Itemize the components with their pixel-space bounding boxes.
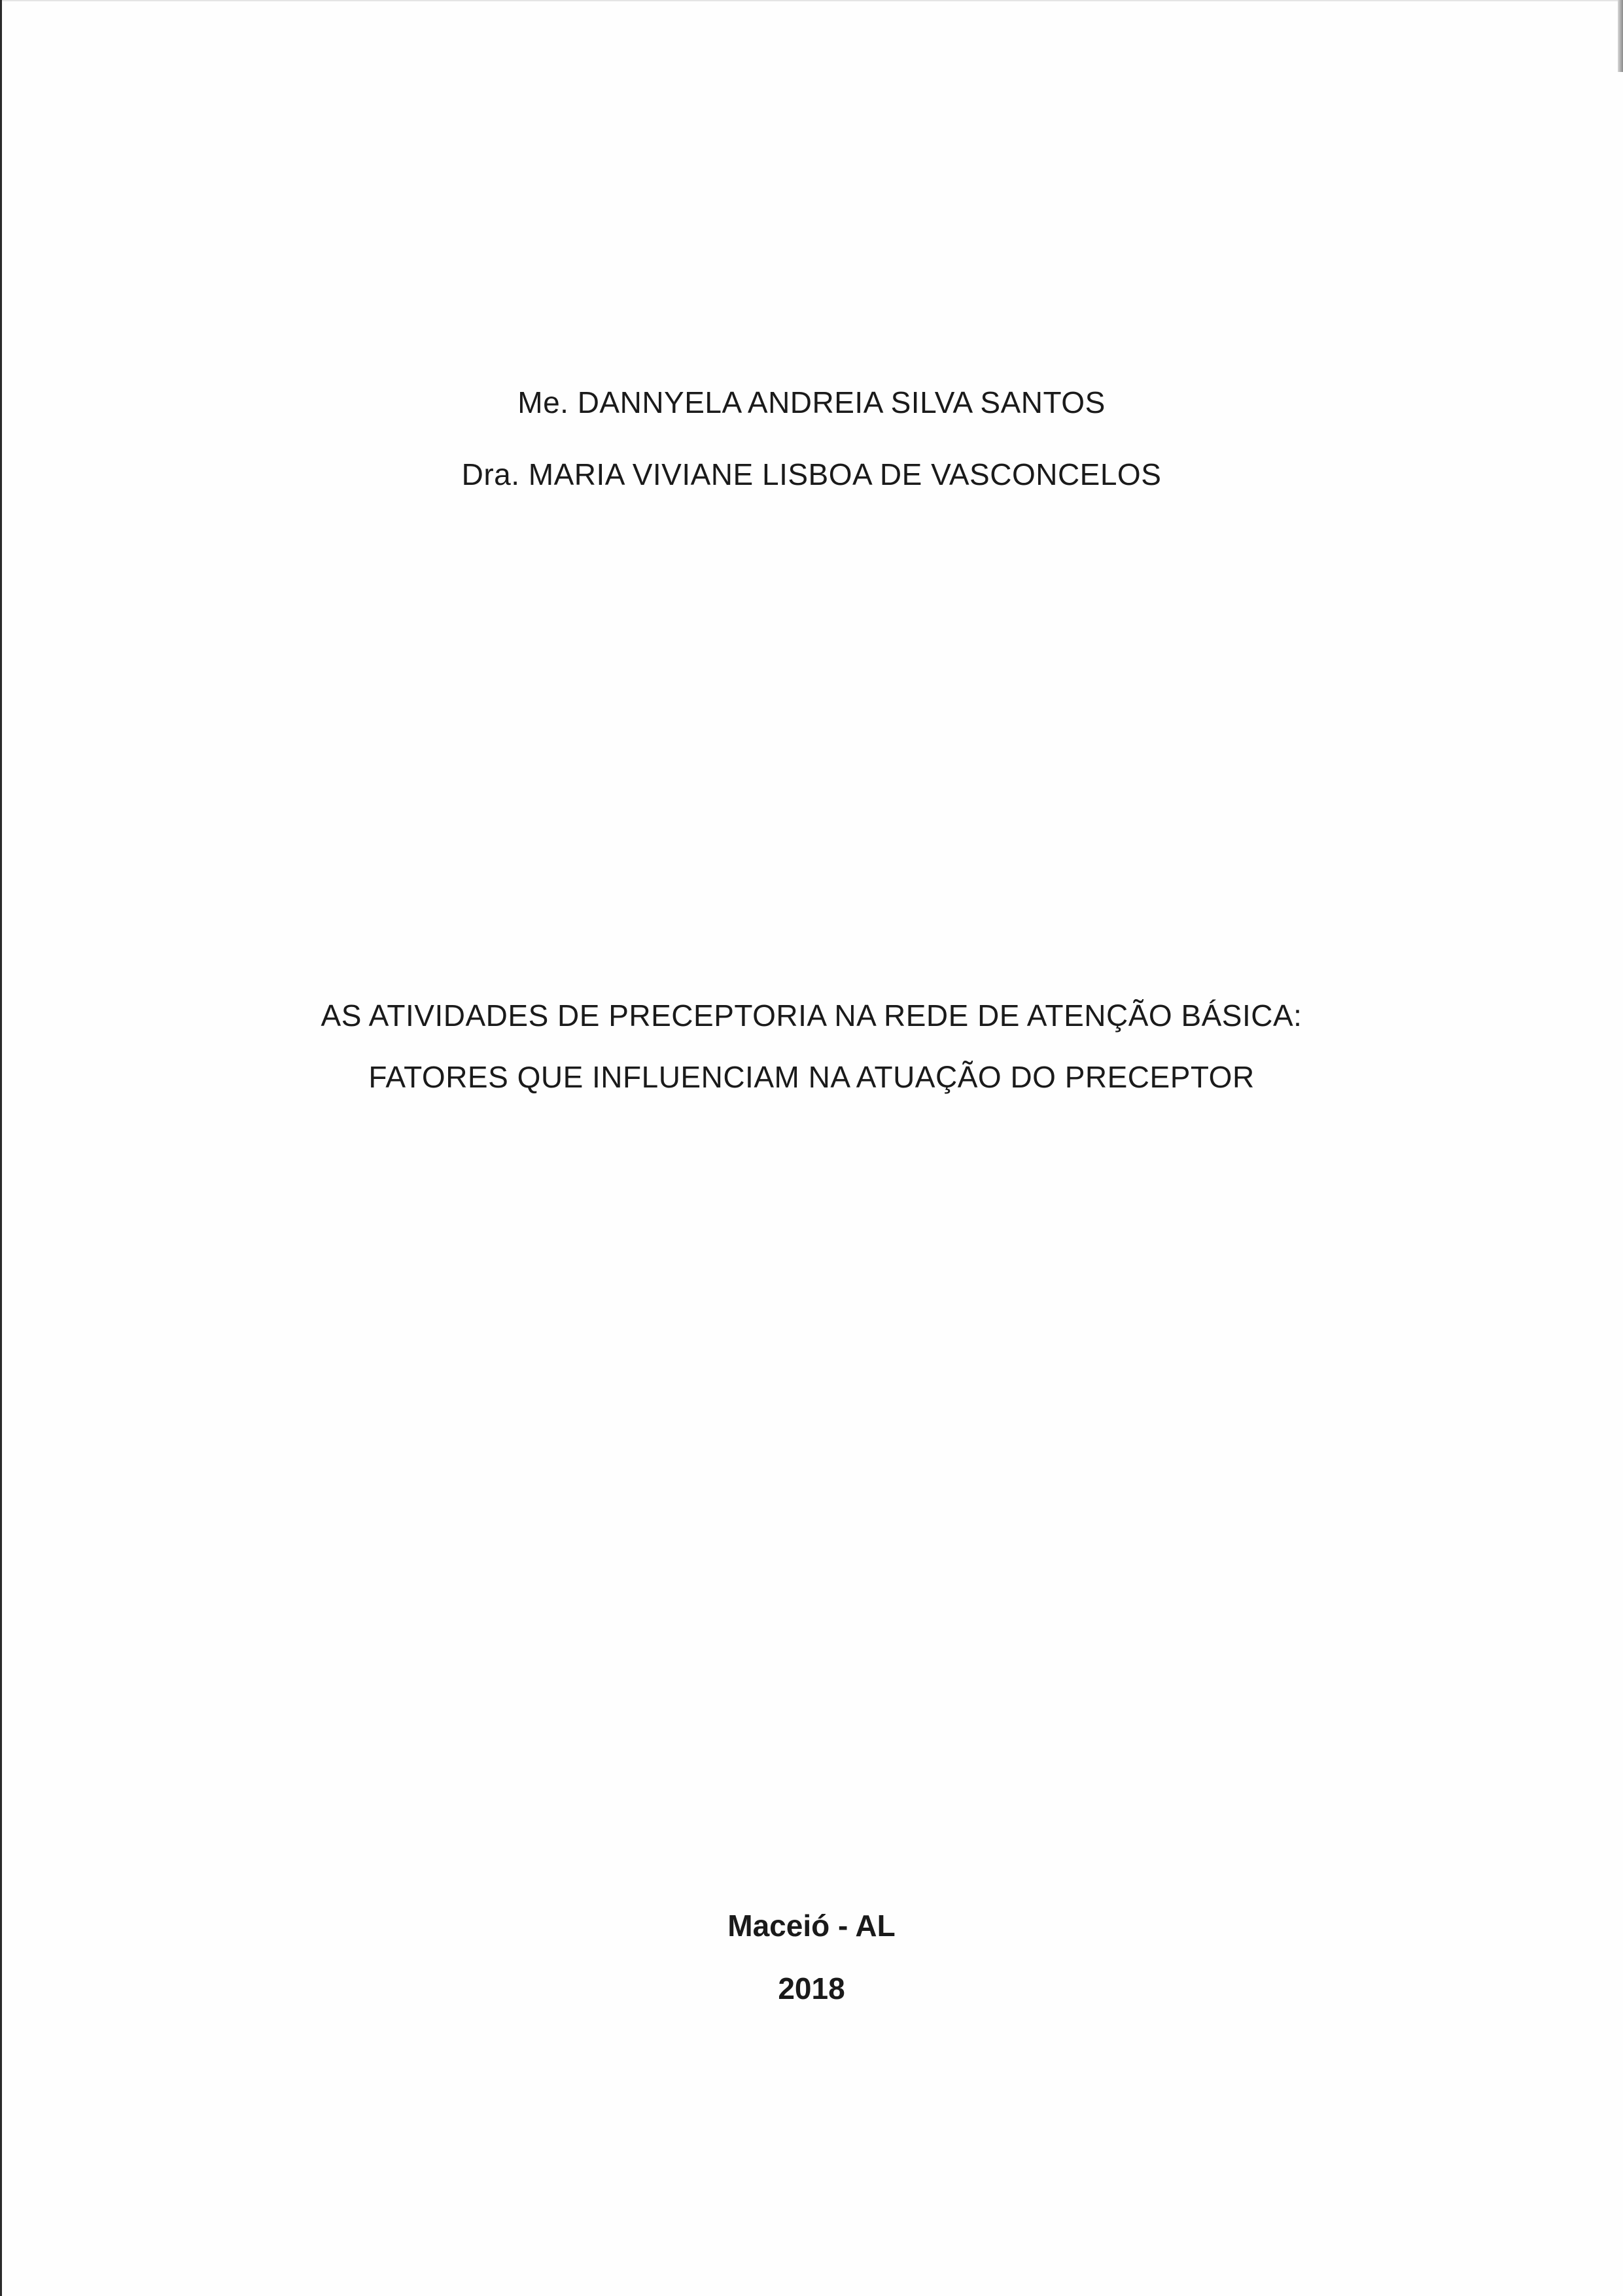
city: Maceió - AL [727, 1909, 896, 1943]
title-line-2: FATORES QUE INFLUENCIAM NA ATUAÇÃO DO PRECEPTOR [368, 1060, 1255, 1094]
author-1: Me. DANNYELA ANDREIA SILVA SANTOS [517, 385, 1106, 419]
year: 2018 [778, 1971, 845, 2005]
footer-block [0, 1894, 1623, 2020]
scan-edge-top [0, 0, 1623, 1]
document-title [0, 985, 1623, 1108]
scan-edge-right [1618, 0, 1623, 72]
authors-block [0, 366, 1623, 510]
title-line-1: AS ATIVIDADES DE PRECEPTORIA NA REDE DE ATENÇÃO BÁSICA: [321, 998, 1302, 1033]
author-2: Dra. MARIA VIVIANE LISBOA DE VASCONCELOS [461, 457, 1162, 491]
